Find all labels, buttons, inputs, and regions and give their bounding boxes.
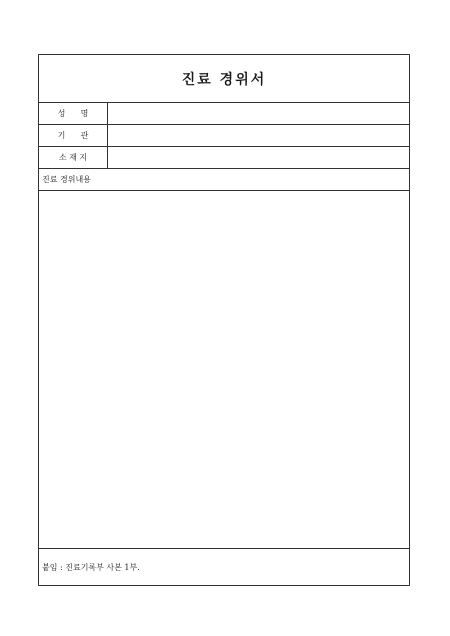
content-label: 진료 경위내용 bbox=[39, 169, 409, 191]
location-field[interactable] bbox=[108, 147, 409, 168]
content-body-field[interactable] bbox=[39, 191, 409, 549]
field-row-name bbox=[39, 103, 409, 125]
name-field[interactable] bbox=[108, 103, 409, 124]
institution-field[interactable] bbox=[108, 125, 409, 146]
field-label-institution: 기 관 bbox=[39, 125, 108, 146]
field-row-location bbox=[39, 147, 409, 169]
form-table bbox=[38, 54, 410, 586]
attachment-note: 붙임 : 진료기록부 사본 1부. bbox=[42, 562, 140, 572]
field-label-location: 소 재 지 bbox=[39, 147, 108, 168]
title-row bbox=[39, 55, 409, 103]
field-row-institution bbox=[39, 125, 409, 147]
field-label-name: 성 명 bbox=[39, 103, 108, 124]
document-title: 진료 경위서 bbox=[181, 71, 267, 88]
